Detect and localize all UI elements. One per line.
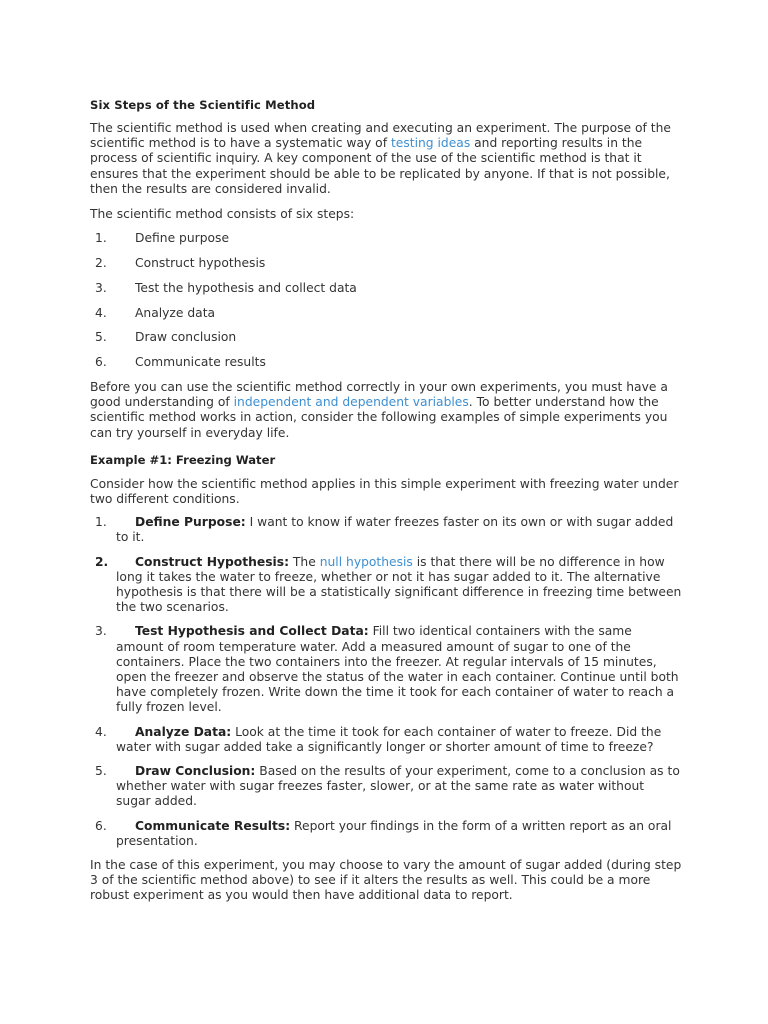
list-number: 1. xyxy=(95,231,107,246)
list-item xyxy=(90,555,682,616)
steps-list xyxy=(90,231,682,370)
list-text: Define purpose xyxy=(135,231,230,246)
list-number: 2. xyxy=(95,554,109,569)
step-label: Draw Conclusion: xyxy=(135,764,256,779)
list-body xyxy=(116,555,682,616)
list-number: 5. xyxy=(95,764,107,779)
closing-paragraph: In the case of this experiment, you may choose to vary the amount of sugar added (during step 3 of the scientific method above) to see if it alters the results as well. This could be a more robust experiment as you would then have additional data to report. xyxy=(90,858,682,903)
list-item xyxy=(90,231,682,246)
intro-text-before: The scientific method is used when creating and executing an experiment. The purpose of the scientific method is to have a systematic way of xyxy=(90,121,671,151)
list-item xyxy=(90,256,682,271)
list-item xyxy=(90,306,682,321)
step-text: I want to know if water freezes faster on its own or with sugar added to it. xyxy=(116,515,674,545)
step-text: Report your findings in the form of a written report as an oral presentation. xyxy=(116,818,672,848)
list-text: Test the hypothesis and collect data xyxy=(135,280,357,295)
list-item xyxy=(90,725,682,755)
step-text: Based on the results of your experiment, come to a conclusion as to whether water with sugar freezes faster, slower, or at the same rate as water without sugar added. xyxy=(116,764,680,809)
step-label: Define Purpose: xyxy=(135,515,246,530)
list-item xyxy=(90,819,682,849)
step-text: Fill two identical containers with the same amount of room temperature water. Add a measured amount of sugar to one of the containers. Place the two containers into the freezer. At regular intervals of 15 minutes, open the freezer and observe the status of the water in each container. Continue until both have completely frozen. Write down the time it took for each container of water to reach a fully frozen level. xyxy=(116,624,679,715)
list-number: 5. xyxy=(95,330,107,345)
list-item xyxy=(90,330,682,345)
list-body xyxy=(116,819,682,849)
list-body xyxy=(116,515,682,545)
step-label: Analyze Data: xyxy=(135,724,232,739)
document-content xyxy=(90,98,682,904)
step-label: Communicate Results: xyxy=(135,818,291,833)
intro-paragraph xyxy=(90,121,682,197)
list-text: Analyze data xyxy=(135,305,216,320)
variables-text-before: Before you can use the scientific method correctly in your own experiments, you must have a good understanding of xyxy=(90,380,668,410)
example-heading: Example #1: Freezing Water xyxy=(90,452,276,467)
variables-link[interactable]: independent and dependent variables xyxy=(233,395,469,410)
step-text-after: is that there will be no difference in how long it takes the water to freeze, whether or not it has sugar added to it. The alternative hypothesis is that there will be a statistically significant difference in freezing time between the two scenarios. xyxy=(116,554,682,615)
example-steps-list xyxy=(90,515,682,849)
testing-ideas-link[interactable]: testing ideas xyxy=(390,136,471,151)
list-text: Construct hypothesis xyxy=(135,256,266,271)
list-number: 6. xyxy=(95,818,107,833)
example-intro: Consider how the scientific method applies in this simple experiment with freezing water under two different conditions. xyxy=(90,476,679,507)
variables-text-after: . To better understand how the scientific method works in action, consider the following examples of simple experiments you can try yourself in everyday life. xyxy=(90,395,668,440)
list-number: 1. xyxy=(95,515,107,530)
list-text: Draw conclusion xyxy=(135,330,237,345)
list-text: Communicate results xyxy=(135,355,266,370)
list-body xyxy=(116,725,682,755)
page-title: Six Steps of the Scientific Method xyxy=(90,98,316,112)
list-item xyxy=(90,624,682,715)
list-number: 3. xyxy=(95,624,107,639)
step-text: The xyxy=(289,554,320,569)
steps-intro: The scientific method consists of six steps: xyxy=(90,207,355,222)
list-item xyxy=(90,764,682,810)
list-item xyxy=(90,355,682,370)
list-number: 6. xyxy=(95,355,107,370)
list-number: 2. xyxy=(95,256,107,271)
list-body xyxy=(116,624,682,715)
step-label: Test Hypothesis and Collect Data: xyxy=(135,624,369,639)
list-number: 4. xyxy=(95,724,107,739)
null-hypothesis-link[interactable]: null hypothesis xyxy=(319,554,413,569)
intro-text-after: and reporting results in the process of scientific inquiry. A key component of the use of the scientific method is that it ensures that the experiment should be able to be replicated by anyone. If that is not possible, then the results are considered invalid. xyxy=(90,136,670,196)
list-item xyxy=(90,281,682,296)
list-number: 3. xyxy=(95,280,107,295)
list-item xyxy=(90,515,682,545)
step-label: Construct Hypothesis: xyxy=(135,554,289,569)
list-body xyxy=(116,764,682,810)
variables-paragraph xyxy=(90,380,682,441)
step-text: Look at the time it took for each container of water to freeze. Did the water with sugar added take a significantly longer or shorter amount of time to freeze? xyxy=(116,724,662,754)
list-number: 4. xyxy=(95,305,107,320)
